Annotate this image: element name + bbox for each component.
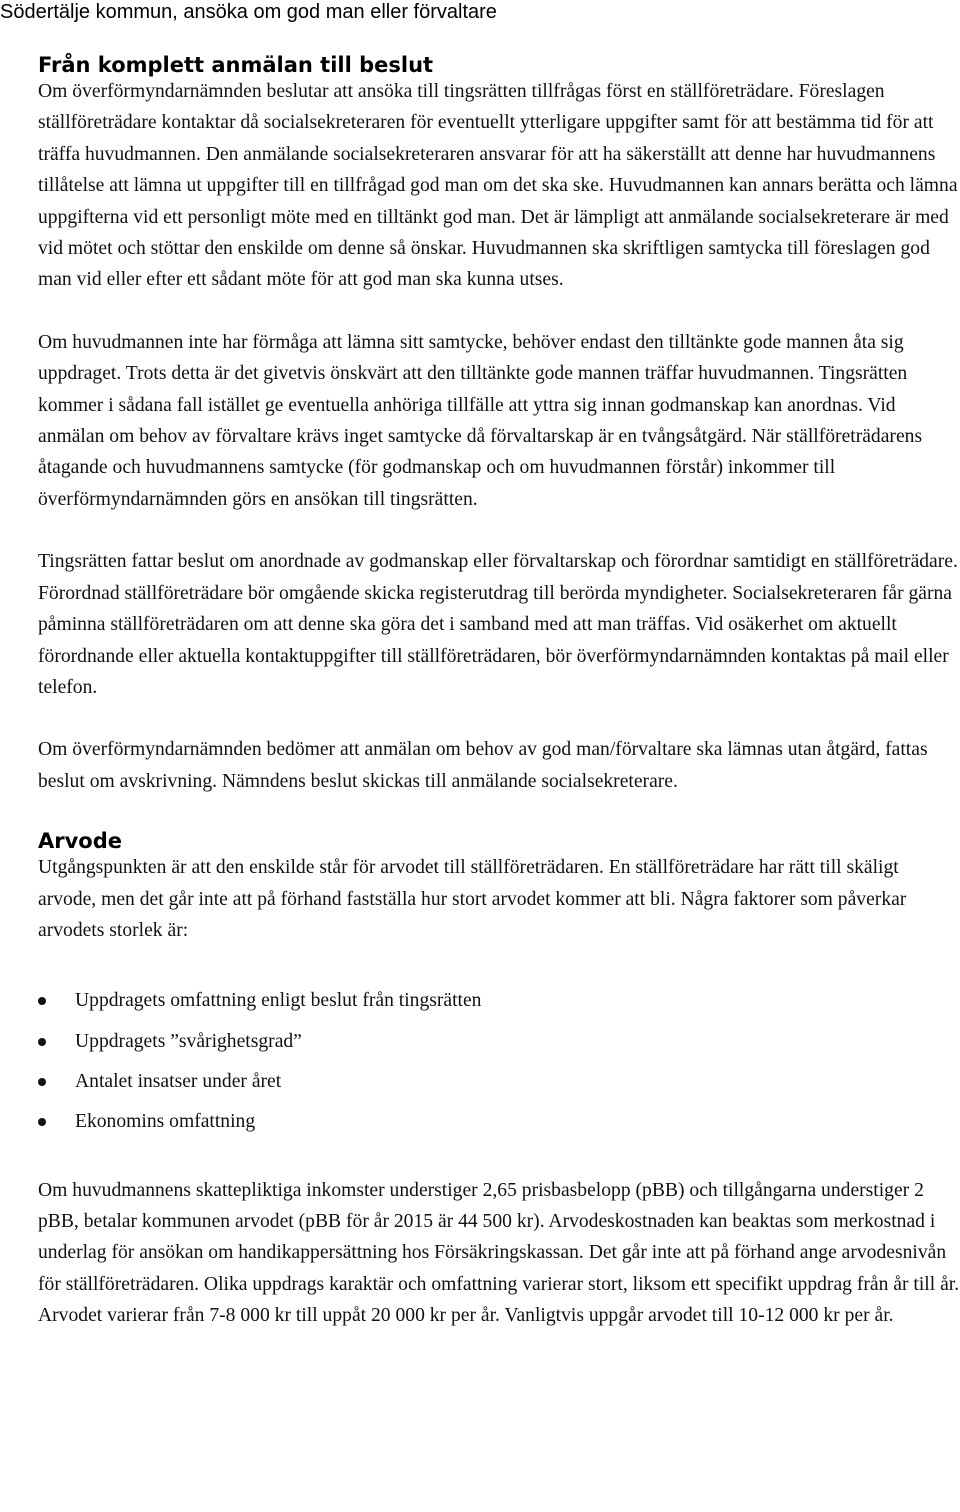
page-header: Södertälje kommun, ansöka om god man eller förvaltare [0, 1, 497, 23]
list-item [38, 1022, 960, 1062]
section-heading-arvode: Arvode [38, 829, 122, 854]
paragraph-arvode-closing: Om huvudmannens skattepliktiga inkomster understiger 2,65 prisbasbelopp (pBB) och tillgångarna understiger 2 pBB, betalar kommunen arvodet (pBB för år 2015 är 44 500 kr). Arvodeskostnaden kan beaktas som merkostnad i underlag för ansökan om handikappersättning hos Försäkringskassan. Det går inte att på förhand ange arvodesnivån för ställföreträdaren. Olika uppdrags karaktär och omfattning varierar stort, liksom ett specifikt uppdrag från år till år. Arvodet varierar från 7-8 000 kr till uppåt 20 000 kr per år. Vanligtvis uppgår arvodet till 10-12 000 kr per år. [38, 1179, 960, 1327]
bullet-icon [38, 1078, 46, 1086]
paragraph-tingsratten: Tingsrätten fattar beslut om anordnade av godmanskap eller förvaltarskap och förordnar samtidigt en ställföreträdare. Förordnad ställföreträdare bör omgående skicka registerutdrag till berörda myndigheter. Socialsekreteraren får gärna påminna ställföreträdaren om att denne ska göra det i samband med att man träffas. Vid osäkerhet om aktuellt förordnande eller aktuella kontaktuppgifter till ställföreträdaren, bör överförmyndarnämnden kontaktas på mail eller telefon. [38, 551, 958, 698]
paragraph-samtycke: Om överförmyndarnämnden beslutar att ansöka till tingsrätten tillfrågas först en ställföreträdare. Föreslagen ställföreträdare kontaktar då socialsekreteraren för eventuellt ytterligare uppgifter samt för att bestämma tid för att träffa huvudmannen. Den anmälande socialsekreteraren ansvarar för att ha säkerställt att denne har huvudmannens tillåtelse att lämna ut uppgifter till en tillfrågad god man om det ska ske. Huvudmannen kan annars berätta och lämna uppgifterna vid ett personligt möte med en tilltänkt god man. Det är lämpligt att anmälande socialsekreterare är med vid mötet och stöttar den enskilde om denne så önskar. Huvudmannen ska skriftligen samtycka till föreslagen god man vid eller efter ett sådant möte för att god man ska kunna utses. [38, 81, 958, 291]
list-item [38, 1062, 960, 1102]
list-item [38, 1102, 960, 1142]
arvode-factor-list [38, 981, 960, 1142]
paragraph-avskrivning: Om överförmyndarnämnden bedömer att anmälan om behov av god man/förvaltare ska lämnas utan åtgärd, fattas beslut om avskrivning. Nämndens beslut skickas till anmälande socialsekreterare. [38, 739, 928, 792]
paragraph-arvode-intro: Utgångspunkten är att den enskilde står för arvodet till ställföreträdaren. En ställföreträdare har rätt till skäligt arvode, men det går inte att på förhand fastställa hur stort arvodet kommer att bli. Några faktorer som påverkar arvodets storlek är: [38, 857, 907, 941]
list-gap [38, 1143, 960, 1175]
list-item [38, 981, 960, 1021]
list-item-text: Uppdragets ”svårighetsgrad” [75, 1030, 302, 1052]
bullet-icon [38, 997, 46, 1005]
list-item-text: Antalet insatser under året [75, 1070, 282, 1092]
document-body [38, 52, 960, 1332]
paragraph-gap [38, 703, 960, 734]
paragraph-gap [38, 797, 960, 828]
list-item-text: Uppdragets omfattning enligt beslut från tingsrätten [75, 990, 482, 1012]
paragraph-gap [38, 296, 960, 327]
list-item-text: Ekonomins omfattning [75, 1111, 256, 1133]
paragraph-gap [38, 515, 960, 546]
paragraph-forvaltare: Om huvudmannen inte har förmåga att lämna sitt samtycke, behöver endast den tilltänkte gode mannen åta sig uppdraget. Trots detta är det givetvis önskvärt att den tilltänkte gode mannen träffar huvudmannen. Tingsrätten kommer i sådana fall istället ge eventuella anhöriga tillfälle att yttra sig innan godmanskap kan anordnas. Vid anmälan om behov av förvaltare krävs inget samtycke då förvaltarskap är en tvångsåtgärd. När ställföreträdarens åtagande och huvudmannens samtycke (för godmanskap och om huvudmannen förstår) inkommer till överförmyndarnämnden görs en ansökan till tingsrätten. [38, 331, 923, 510]
section-heading-fran-komplett: Från komplett anmälan till beslut [38, 53, 434, 77]
list-gap [38, 946, 960, 981]
bullet-icon [38, 1038, 46, 1046]
bullet-icon [38, 1118, 46, 1126]
